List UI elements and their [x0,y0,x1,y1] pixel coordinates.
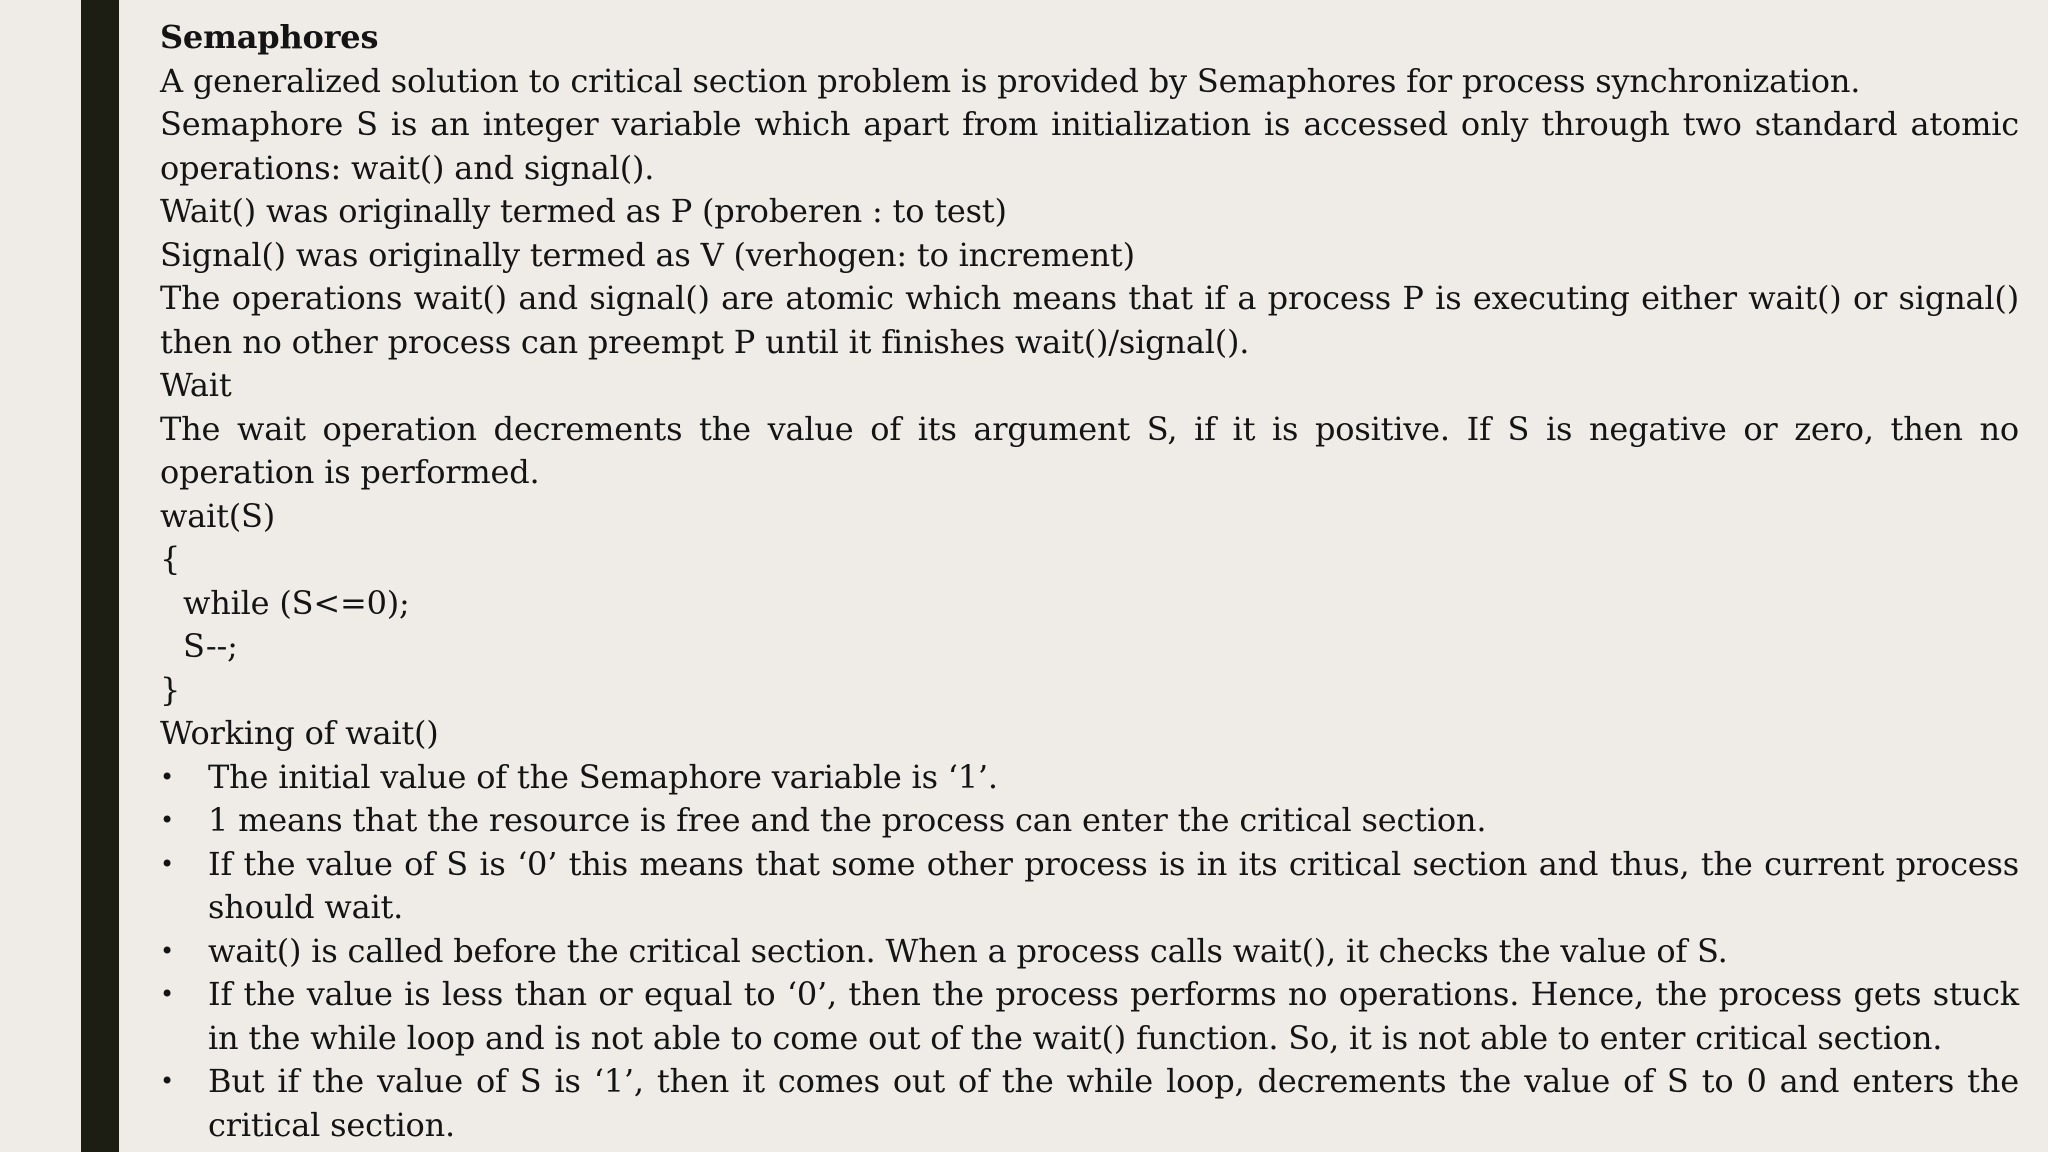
code-line: { [160,540,181,578]
bullet-list [160,756,2019,1148]
list-item [160,930,2019,974]
bullet-icon: • [160,1067,174,1095]
bullet-icon: • [160,806,174,834]
wait-description-text: The wait operation decrements the value of its argument S, if it is positive. If S is negative or zero, then no operation is performed. [160,409,2019,491]
signal-origin-text: Signal() was originally termed as V (verhogen: to increment) [160,235,1135,274]
list-item-text: If the value of S is ‘0’ this means that some other process is in its critical section and thus, the current process should wait. [208,844,2019,926]
atomic-note-text: The operations wait() and signal() are atomic which means that if a process P is executing either wait() or signal() then no other process can preempt P until it finishes wait()/signal(). [160,279,2019,361]
slide-content [160,16,2019,1147]
slide-title: Semaphores [160,18,379,56]
code-line: S--; [183,627,238,665]
bullet-icon: • [160,849,174,878]
list-item [160,756,2019,800]
bullet-icon: • [160,936,174,965]
list-item-text: 1 means that the resource is free and the process can enter the critical section. [208,801,1487,839]
code-line: wait(S) [160,496,276,535]
code-line: } [160,670,181,709]
code-line: while (S<=0); [183,583,410,622]
accent-bar [81,0,119,1152]
list-item [160,1060,2019,1147]
wait-origin-text: Wait() was originally termed as P (proberen : to test) [160,192,1007,230]
wait-heading: Wait [160,366,232,404]
definition-text: Semaphore S is an integer variable which apart from initialization is accessed only through two standard atomic operations: wait() and signal(). [160,105,2019,187]
list-item [160,973,2019,1060]
list-item-text: wait() is called before the critical section. When a process calls wait(), it checks the value of S. [208,931,1728,970]
working-heading: Working of wait() [160,714,439,752]
intro-text: A generalized solution to critical section problem is provided by Semaphores for process synchronization. [160,61,1861,100]
list-item-text: If the value is less than or equal to ‘0’, then the process performs no operations. Hence, the process gets stuck in the while loop and is not able to come out of the wait() function. So, it is not able to enter critical section. [208,975,2019,1057]
list-item [160,843,2019,930]
list-item [160,799,2019,843]
bullet-icon: • [160,980,174,1008]
list-item-text: The initial value of the Semaphore variable is ‘1’. [208,757,998,796]
code-block [160,495,2019,713]
bullet-icon: • [160,762,174,791]
list-item-text: But if the value of S is ‘1’, then it comes out of the while loop, decrements the value of S to 0 and enters the critical section. [208,1062,2019,1144]
